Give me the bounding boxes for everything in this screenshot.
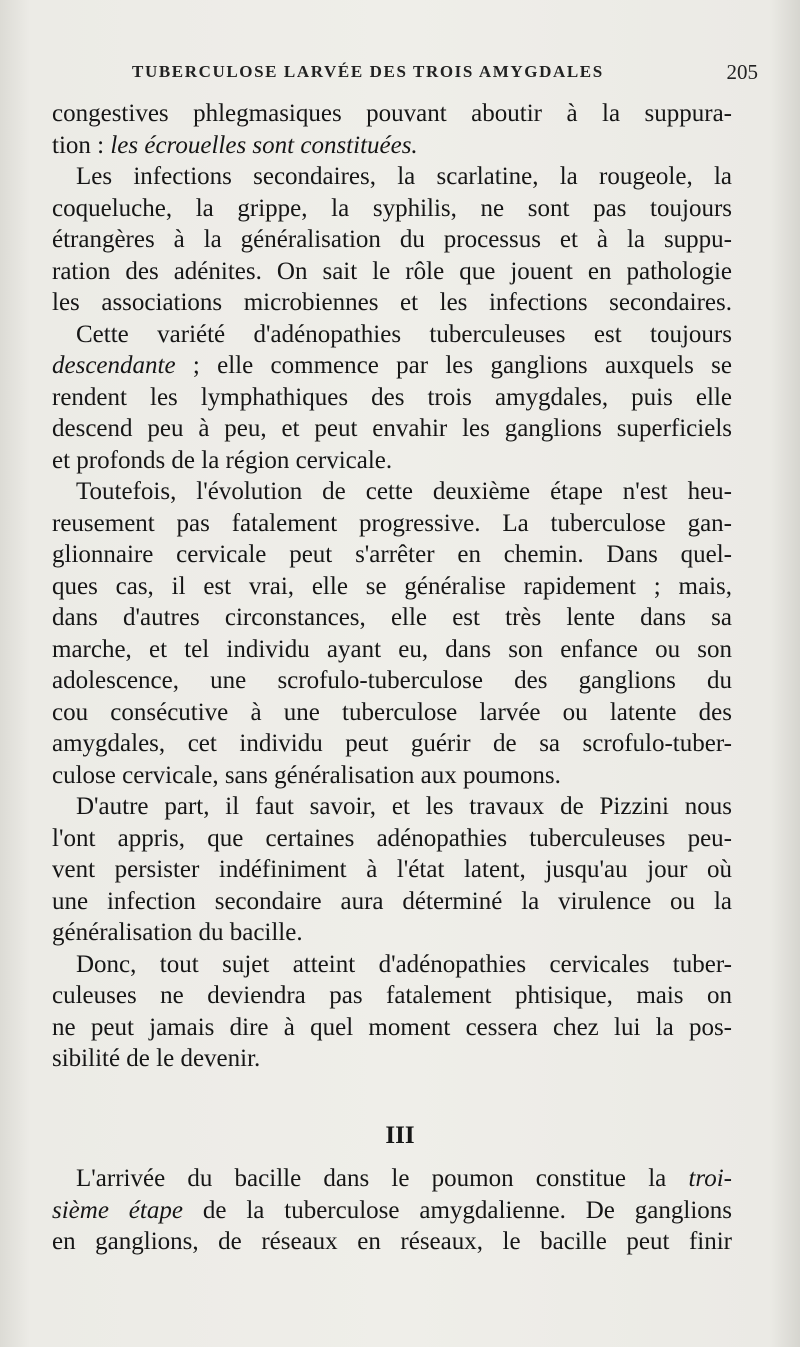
body-text [52, 98, 732, 1075]
text-line: L'arrivée du bacille dans le poumon constitue la troi- [76, 1165, 732, 1192]
text-line: tion : les écrouelles sont constituées. [52, 131, 418, 159]
page-number: 205 [726, 60, 758, 84]
text-line: Donc, tout sujet atteint d'adénopathies cervicales tuber- [76, 950, 732, 978]
text-line: sième étape de la tuberculose amygdalienne. De ganglions [52, 1196, 732, 1224]
text-line: rendent les lymphathiques des trois amygdales, puis elle [52, 383, 732, 411]
text-line: culose cervicale, sans généralisation aux poumons. [52, 761, 561, 789]
text-line: ne peut jamais dire à quel moment cessera chez lui la pos- [52, 1013, 732, 1041]
text-line: D'autre part, il faut savoir, et les travaux de Pizzini nous [76, 793, 732, 820]
text-line: une infection secondaire aura déterminé la virulence ou la [52, 887, 732, 915]
section-text [52, 1163, 732, 1258]
text-line: amygdales, cet individu peut guérir de sa scrofulo-tuber- [52, 730, 732, 757]
text-line: dans d'autres circonstances, elle est très lente dans sa [52, 604, 732, 631]
text-line: coqueluche, la grippe, la syphilis, ne sont pas toujours [52, 194, 732, 222]
text-line: glionnaire cervicale peut s'arrêter en chemin. Dans quel- [52, 541, 732, 568]
text-line: les associations microbiennes et les infections secondaires. [52, 289, 732, 316]
text-line: reusement pas fatalement progressive. La tuberculose gan- [52, 509, 732, 537]
text-line: vent persister indéfiniment à l'état latent, jusqu'au jour où [52, 856, 732, 883]
text-line: Cette variété d'adénopathies tuberculeuses est toujours [76, 320, 732, 348]
text-line: et profonds de la région cervicale. [52, 446, 393, 474]
text-line: ques cas, il est vrai, elle se généralise rapidement ; mais, [52, 572, 732, 600]
text-line: marche, et tel individu ayant eu, dans son enfance ou son [52, 635, 732, 663]
text-line: Les infections secondaires, la scarlatine, la rougeole, la [76, 163, 732, 190]
italic-text: les écrouelles sont constituées. [110, 131, 418, 159]
text-line: Toutefois, l'évolution de cette deuxième étape n'est heu- [76, 478, 732, 505]
text-line: généralisation du bacille. [52, 919, 303, 946]
section-heading: III [385, 1122, 415, 1149]
running-head [0, 58, 800, 88]
italic-text: troi- [688, 1165, 732, 1192]
text-line: cou consécutive à une tuberculose larvée ou latente des [52, 698, 732, 726]
running-title: TUBERCULOSE LARVÉE DES TROIS AMYGDALES [132, 62, 604, 81]
text-line: congestives phlegmasiques pouvant aboutir à la suppura- [52, 100, 732, 127]
italic-text: descendante [52, 352, 176, 379]
text-line: descendante ; elle commence par les ganglions auxquels se [52, 352, 732, 379]
text-line: l'ont appris, que certaines adénopathies tuberculeuses peu- [52, 824, 732, 852]
text-line: ration des adénites. On sait le rôle que jouent en pathologie [52, 257, 732, 285]
text-line: adolescence, une scrofulo-tuberculose des ganglions du [52, 667, 732, 694]
text-line: étrangères à la généralisation du processus et à la suppu- [52, 226, 732, 253]
text-line: culeuses ne deviendra pas fatalement phtisique, mais on [52, 982, 732, 1009]
text-line: en ganglions, de réseaux en réseaux, le bacille peut finir [52, 1228, 732, 1255]
italic-text: sième étape [52, 1196, 183, 1224]
text-line: descend peu à peu, et peut envahir les ganglions superficiels [52, 415, 732, 442]
text-line: sibilité de le devenir. [52, 1045, 261, 1072]
